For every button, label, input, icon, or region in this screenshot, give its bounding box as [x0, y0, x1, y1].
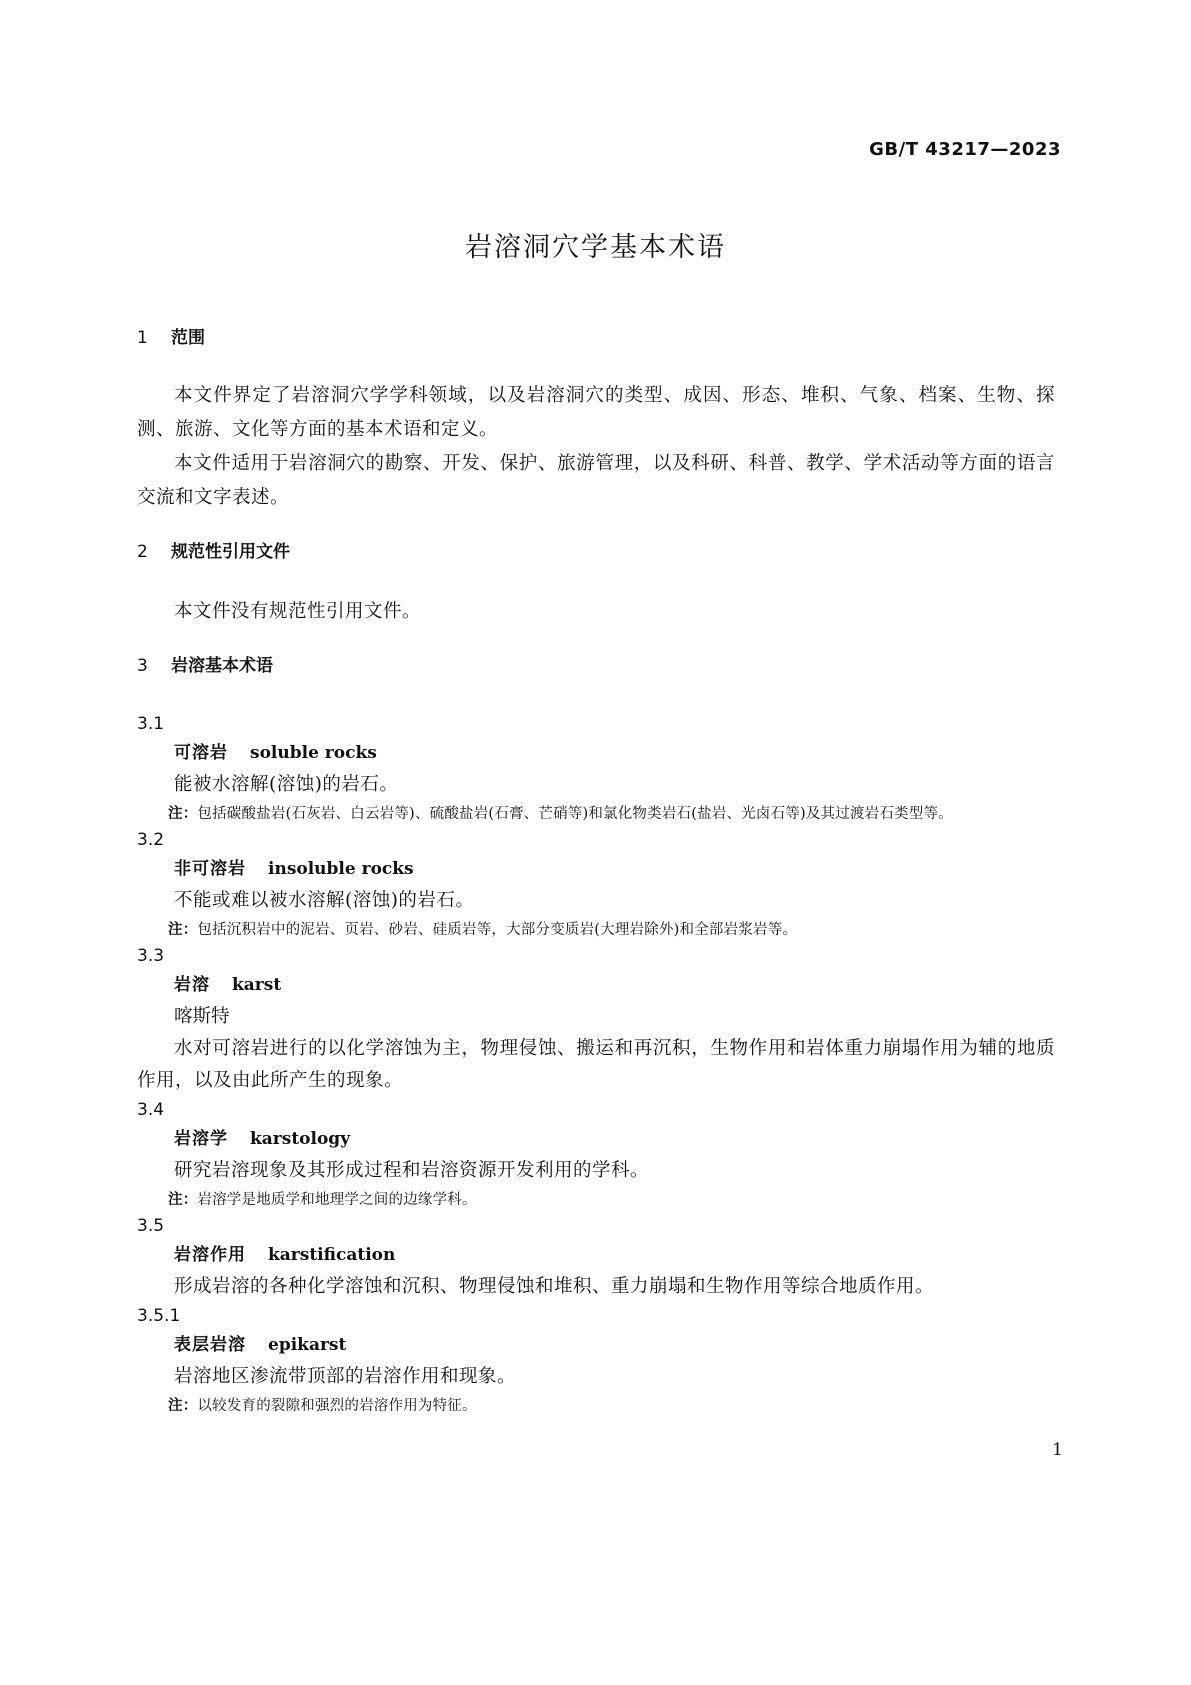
term-number: 3.3	[137, 946, 165, 966]
term-heading	[137, 853, 1055, 885]
term-note	[137, 801, 1055, 827]
term-number: 3.4	[137, 1100, 165, 1120]
term-number: 3.5	[137, 1216, 165, 1236]
normative-references-paragraph: 本文件没有规范性引用文件。	[174, 601, 422, 622]
term-heading	[137, 1123, 1055, 1155]
section-title: 范围	[171, 328, 205, 348]
note-text: 以较发育的裂隙和强烈的岩溶作用为特征。	[197, 1398, 477, 1414]
section-number: 2	[137, 542, 148, 562]
term-note	[137, 1393, 1055, 1419]
section-heading-scope	[137, 325, 1055, 351]
term-heading	[137, 969, 1055, 1001]
term-definition: 形成岩溶的各种化学溶蚀和沉积、物理侵蚀和堆积、重力崩塌和生物作用等综合地质作用。	[174, 1276, 935, 1297]
page-number: 1	[1052, 1440, 1063, 1460]
standard-code: GB/T 43217—2023	[869, 139, 1061, 160]
term-english: insoluble rocks	[268, 859, 414, 879]
term-entry	[137, 1213, 1055, 1303]
term-heading	[137, 737, 1055, 769]
term-chinese: 可溶岩	[174, 743, 228, 763]
term-number: 3.1	[137, 714, 165, 734]
term-chinese: 非可溶岩	[174, 859, 246, 879]
term-number: 3.2	[137, 830, 165, 850]
term-entry	[137, 943, 1055, 1097]
term-heading	[137, 1329, 1055, 1361]
term-number: 3.5.1	[137, 1306, 181, 1326]
section-title: 规范性引用文件	[171, 542, 290, 562]
term-definition: 能被水溶解(溶蚀)的岩石。	[174, 774, 399, 795]
term-chinese: 表层岩溶	[174, 1335, 246, 1355]
term-entry	[137, 827, 1055, 943]
term-definition: 不能或难以被水溶解(溶蚀)的岩石。	[174, 890, 475, 911]
section-title: 岩溶基本术语	[171, 656, 273, 676]
note-label: 注：	[168, 1398, 198, 1414]
term-english: karstification	[268, 1245, 396, 1265]
note-label: 注：	[168, 1192, 198, 1208]
term-chinese: 岩溶	[174, 975, 210, 995]
scope-paragraph-2: 本文件适用于岩溶洞穴的勘察、开发、保护、旅游管理，以及科研、科普、教学、学术活动等方面的语言交流和文字表述。	[137, 453, 1055, 508]
term-english: epikarst	[268, 1335, 347, 1355]
note-text: 岩溶学是地质学和地理学之间的边缘学科。	[197, 1192, 477, 1208]
scope-paragraph-1: 本文件界定了岩溶洞穴学学科领域，以及岩溶洞穴的类型、成因、形态、堆积、气象、档案、生物、探测、旅游、文化等方面的基本术语和定义。	[137, 385, 1055, 440]
term-definition: 水对可溶岩进行的以化学溶蚀为主，物理侵蚀、搬运和再沉积，生物作用和岩体重力崩塌作用为辅的地质作用，以及由此所产生的现象。	[137, 1038, 1055, 1091]
note-text: 包括沉积岩中的泥岩、页岩、砂岩、硅质岩等，大部分变质岩(大理岩除外)和全部岩浆岩等。	[197, 922, 798, 938]
note-text: 包括碳酸盐岩(石灰岩、白云岩等)、硫酸盐岩(石膏、芒硝等)和氯化物类岩石(盐岩、光卤石等)及其过渡岩石类型等。	[197, 806, 953, 822]
note-label: 注：	[168, 806, 198, 822]
term-entry	[137, 1097, 1055, 1213]
term-heading	[137, 1239, 1055, 1271]
term-english: karstology	[250, 1129, 351, 1149]
term-note	[137, 917, 1055, 943]
term-english: soluble rocks	[250, 743, 377, 763]
document-title: 岩溶洞穴学基本术语	[465, 232, 726, 263]
note-label: 注：	[168, 922, 198, 938]
term-chinese: 岩溶学	[174, 1129, 228, 1149]
section-number: 3	[137, 656, 148, 676]
term-note	[137, 1187, 1055, 1213]
term-english: karst	[232, 975, 282, 995]
section-heading-normative-references	[137, 539, 1055, 565]
term-entry	[137, 711, 1055, 827]
term-synonym: 喀斯特	[174, 1006, 230, 1027]
term-chinese: 岩溶作用	[174, 1245, 246, 1265]
term-definition: 岩溶地区渗流带顶部的岩溶作用和现象。	[174, 1366, 517, 1387]
section-number: 1	[137, 328, 148, 348]
term-definition: 研究岩溶现象及其形成过程和岩溶资源开发利用的学科。	[174, 1160, 650, 1181]
document-body	[137, 325, 1055, 1419]
section-heading-basic-terms	[137, 653, 1055, 679]
term-entry	[137, 1303, 1055, 1419]
